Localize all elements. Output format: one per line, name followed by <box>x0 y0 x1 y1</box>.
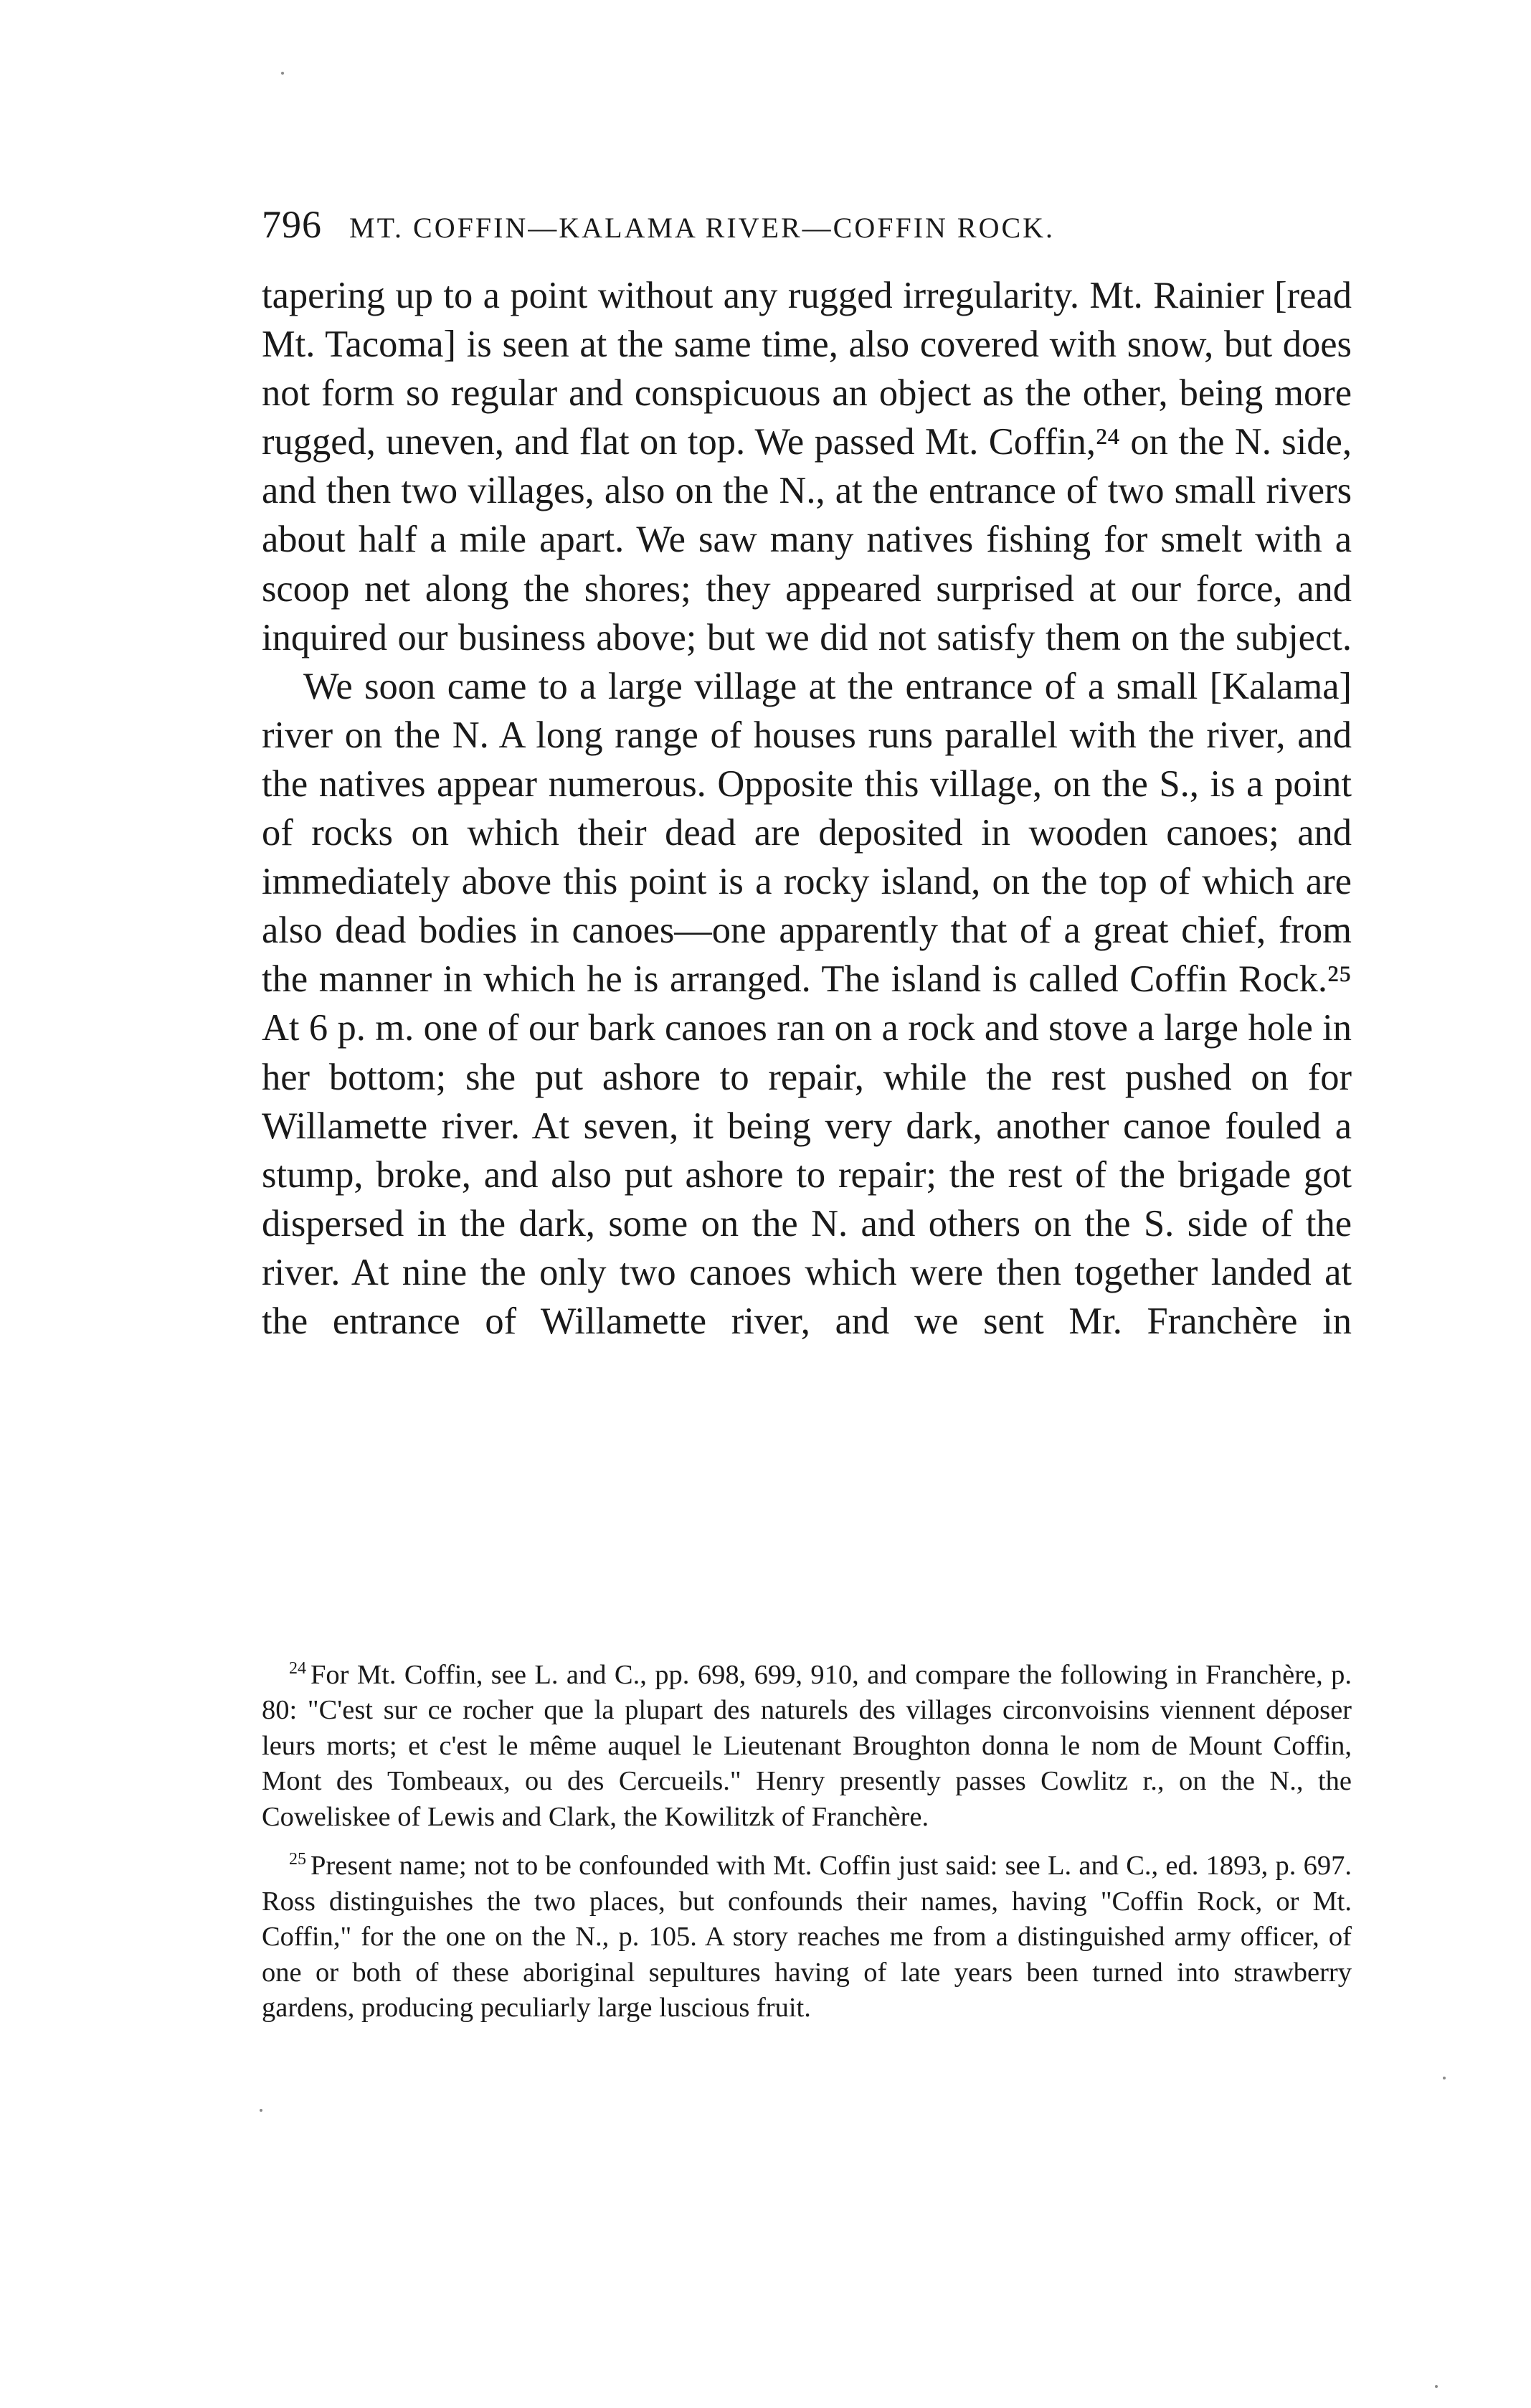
main-text <box>262 271 1352 1346</box>
body-paragraph: We soon came to a large village at the entrance of a small [Kalama] river on the N. A long range of houses runs parallel with the river, and the natives appear numerous. Opposite this village, on the S., is a point of rocks on which their dead are deposited in wooden canoes; and immediately above this point is a rocky island, on the top of which are also dead bodies in canoes—one apparently that of a great chief, from the manner in which he is arranged. The island is called Coffin Rock.²⁵ At 6 p. m. one of our bark canoes ran on a rock and stove a large hole in her bottom; she put ashore to repair, while the rest pushed on for Willamette river. At seven, it being very dark, another canoe fouled a stump, broke, and also put ashore to repair; the rest of the brigade got dispersed in the dark, some on the N. and others on the S. side of the river. At nine the only two canoes which were then together landed at the entrance of Willamette river, and we sent Mr. Franchère in <box>262 665 1352 1342</box>
body-paragraph: tapering up to a point without any rugged irregularity. Mt. Rainier [read Mt. Tacoma] is seen at the same time, also covered with snow, but does not form so regular and conspicuous an object as the other, being more rugged, uneven, and flat on top. We passed Mt. Coffin,²⁴ on the N. side, and then two villages, also on the N., at the entrance of two small rivers about half a mile apart. We saw many natives fishing for smelt with a scoop net along the shores; they appeared surprised at our force, and inquired our business above; but we did not satisfy them on the subject. <box>262 275 1352 658</box>
paper-speck <box>1443 2077 1446 2079</box>
running-head <box>262 202 1352 252</box>
paper-speck <box>260 2109 262 2112</box>
footnote-24 <box>262 1651 1352 1835</box>
footnote-text: Present name; not to be confounded with Mt. Coffin just said: see L. and C., ed. 1893, p. 697. Ross distinguishes the two places, but confounds their names, having "Coffin Rock, or Mt. Coffin," for the one on the N., p. 105. A story reaches me from a distinguished army officer, of one or both of these aboriginal sepultures having of late years been turned into strawberry gardens, producing peculiarly large luscious fruit. <box>262 1851 1352 2024</box>
paper-speck <box>1435 2385 1438 2388</box>
footnote-number: 24 <box>289 1659 306 1678</box>
running-title: MT. COFFIN—KALAMA RIVER—COFFIN ROCK. <box>349 212 1056 244</box>
footnotes <box>262 1651 1352 2034</box>
page-number: 796 <box>262 203 322 246</box>
paper-speck <box>281 72 284 75</box>
footnote-text: For Mt. Coffin, see L. and C., pp. 698, 699, 910, and compare the following in Franchère, p. 80: "C'est sur ce rocher que la plupart des naturels des villages circonvoisins viennent déposer leurs morts; et c'est le même auquel le Lieutenant Broughton donna le nom de Mount Coffin, Mont des Tombeaux, ou des Cercueils." Henry presently passes Cowlitz r., on the N., the Coweliskee of Lewis and Clark, the Kowilitzk of Franchère. <box>262 1659 1352 1832</box>
footnote-number: 25 <box>289 1850 306 1869</box>
footnote-25 <box>262 1842 1352 2026</box>
